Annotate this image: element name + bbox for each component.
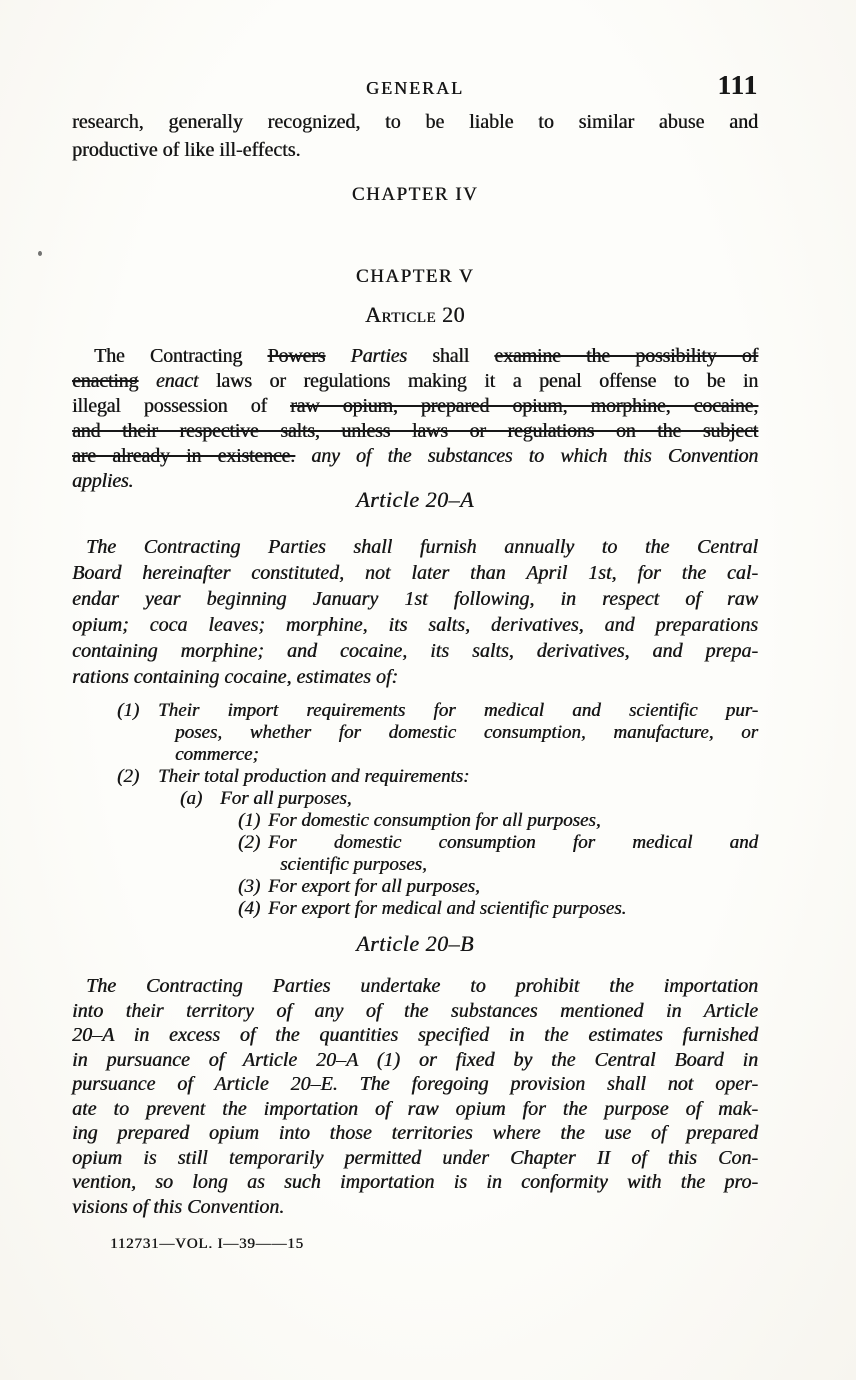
sub-item-2 [72, 832, 758, 876]
chapter-iv-heading: CHAPTER IV [351, 184, 479, 205]
article-20a-paragraph [72, 534, 758, 690]
inserted-text: enact [155, 370, 199, 392]
text-line: visions of this Convention. [72, 1195, 285, 1218]
running-title: GENERAL [366, 78, 464, 98]
intro-paragraph [72, 108, 758, 164]
text-line: in pursuance of Article 20–A (1) or fixed by the Central Board in [72, 1048, 758, 1071]
article-20-heading: Article 20 [365, 302, 465, 327]
estimates-list [72, 700, 758, 920]
text-segment: laws or regulations making it a penal offense to be in [198, 370, 758, 392]
text-segment: shall [406, 345, 495, 367]
scan-speck [38, 251, 42, 256]
list-item-2 [72, 766, 758, 788]
text-line: containing morphine; and cocaine, its salts, derivatives, and prepa- [72, 640, 758, 662]
text-segment [325, 345, 350, 367]
text-segment: illegal possession of [72, 395, 291, 417]
text-line: 20–A in excess of the quantities specified in the estimates furnished [72, 1024, 758, 1046]
struck-text: are already in existence. [72, 445, 295, 467]
sub-item-4 [72, 898, 758, 920]
list-marker: (2) [238, 832, 261, 853]
text-line: research, generally recognized, to be liable to similar abuse and [72, 111, 758, 133]
sub-item-3 [72, 876, 758, 898]
text-line [72, 419, 758, 444]
text-line: vention, so long as such importation is in conformity with the pro- [72, 1171, 758, 1193]
list-marker: (4) [238, 898, 261, 919]
struck-text: Powers [267, 345, 326, 367]
text-segment [138, 370, 156, 392]
text-line: The Contracting Parties undertake to prohibit the importation [86, 975, 758, 997]
text-line: For domestic consumption for medical and [268, 832, 758, 853]
text-line: poses, whether for domestic consumption, manufacture, or [175, 722, 758, 743]
text-line: scientific purposes, [280, 854, 427, 875]
text-line: Their total production and requirements: [158, 766, 470, 787]
text-line [72, 369, 758, 394]
page-header [72, 72, 758, 108]
text-line: into their territory of any of the substances mentioned in Article [72, 999, 758, 1022]
text-line: opium is still temporarily permitted under Chapter II of this Con- [72, 1146, 758, 1169]
text-line: Their import requirements for medical and scientific pur- [158, 700, 758, 721]
list-item-2a [72, 788, 758, 810]
page-number: 111 [717, 70, 758, 100]
list-marker: (2) [117, 766, 140, 787]
list-marker: (a) [180, 788, 203, 809]
article-20a-heading: Article 20–A [356, 487, 474, 512]
struck-text: examine the possibility of [494, 345, 758, 367]
text-line: productive of like ill-effects. [72, 139, 301, 161]
printers-mark: 112731—VOL. I—39——15 [110, 1236, 304, 1252]
chapter-v-heading: CHAPTER V [355, 266, 475, 287]
sub-item-1 [72, 810, 758, 832]
struck-text: and their respective salts, unless laws or regulations on the subject [72, 420, 758, 442]
text-line: The Contracting Parties shall furnish annually to the Central [86, 536, 758, 558]
inserted-text: Parties [350, 345, 407, 367]
text-line: ing prepared opium into those territories where the use of prepared [72, 1122, 758, 1144]
text-line: pursuance of Article 20–E. The foregoing provision shall not oper- [72, 1073, 758, 1095]
text-segment [295, 445, 311, 467]
text-line [72, 444, 758, 469]
text-line: rations containing cocaine, estimates of: [72, 666, 399, 688]
inserted-text: any of the substances to which this Convention [311, 445, 758, 467]
list-marker: (1) [117, 700, 140, 721]
struck-text: raw opium, prepared opium, morphine, cocaine, [290, 395, 759, 417]
article-20b-heading: Article 20–B [356, 931, 474, 956]
text-line: endar year beginning January 1st following, in respect of raw [72, 588, 758, 610]
list-marker: (1) [238, 810, 261, 831]
text-line: Board hereinafter constituted, not later than April 1st, for the cal- [72, 562, 758, 584]
list-item-1 [72, 700, 758, 766]
struck-text: enacting [72, 370, 139, 392]
text-line: For export for medical and scientific purposes. [268, 898, 627, 919]
text-line [72, 344, 758, 369]
text-line: For domestic consumption for all purposes, [268, 810, 601, 831]
text-line: ate to prevent the importation of raw opium for the purpose of mak- [72, 1097, 758, 1120]
text-line [72, 394, 758, 419]
text-segment: The Contracting [94, 345, 268, 367]
article-20-paragraph [72, 344, 758, 494]
article-20b-paragraph [72, 974, 758, 1219]
text-line: commerce; [175, 744, 259, 765]
list-marker: (3) [238, 876, 261, 897]
text-line: For all purposes, [220, 788, 352, 809]
inserted-text: applies. [72, 470, 134, 492]
text-line: For export for all purposes, [268, 876, 480, 897]
text-line: opium; coca leaves; morphine, its salts, derivatives, and preparations [72, 614, 758, 636]
